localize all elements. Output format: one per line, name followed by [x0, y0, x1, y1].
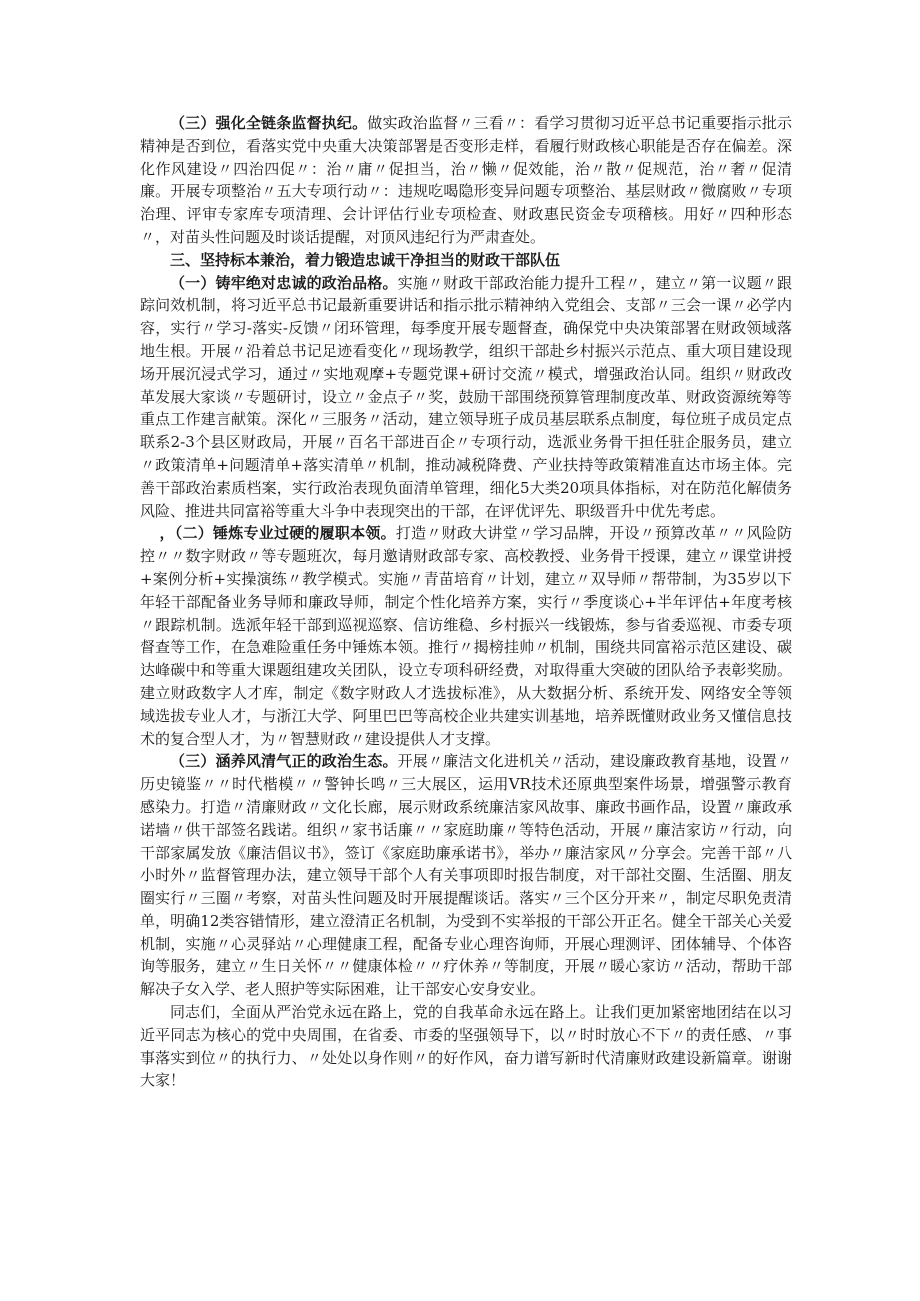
paragraph-lead: （三）强化全链条监督执纪。	[170, 114, 368, 132]
paragraph-closing	[140, 1001, 792, 1092]
paragraph-lead: （三）涵养风清气正的政治生态。	[170, 752, 398, 771]
paragraph-lead: （一）铸牢绝对忠诚的政治品格。	[170, 273, 398, 292]
paragraph-supervision	[140, 112, 792, 249]
paragraph-text: 打造〃财政大讲堂〃学习品牌，开设〃预算改革〃〃风险防控〃〃数字财政〃等专题班次，每月邀请财政部专家、高校教授、业务骨干授课，建立〃课堂讲授+案例分析+实操演练〃教学模式。实施〃青苗培育〃计划，建立〃双导师〃帮带制，为35岁以下年轻干部配备业务导师和廉政导师，制定个性化培养方案，实行〃季度谈心+半年评估+年度考核〃跟踪机制。选派年轻干部到巡视巡察、信访维稳、乡村振兴一线锻炼，参与省委巡视、市委专项督查等工作，在急难险重任务中锤炼本领。推行〃揭榜挂帅〃机制，围绕共同富裕示范区建设、碳达峰碳中和等重大课题组建攻关团队，设立专项科研经费，对取得重大突破的团队给予表彰奖励。建立财政数字人才库，制定《数字财政人才选拔标准》，从大数据分析、系统开发、网络安全等领域选拔专业人才，与浙江大学、阿里巴巴等高校企业共建实训基地，培养既懂财政业务又懂信息技术的复合型人才，为〃智慧财政〃建设提供人才支撑。	[140, 524, 792, 748]
document-body	[140, 112, 792, 1092]
paragraph-political-loyalty	[140, 272, 792, 523]
paragraph-lead: ，（二）锤炼专业过硬的履职本领。	[159, 524, 396, 543]
paragraph-political-ecology	[140, 750, 792, 1001]
paragraph-text: 同志们，全面从严治党永远在路上，党的自我革命永远在路上。让我们更加紧密地团结在以习近平同志为核心的党中央周围，在省委、市委的坚强领导下，以〃时时放心不下〃的责任感、〃事事落实到位〃的执行力、〃处处以身作则〃的好作风，奋力谱写新时代清廉财政建设新篇章。谢谢大家！	[140, 1003, 792, 1090]
paragraph-text: 开展〃廉洁文化进机关〃活动，建设廉政教育基地，设置〃历史镜鉴〃〃时代楷模〃〃警钟长鸣〃三大展区，运用VR技术还原典型案件场景，增强警示教育感染力。打造〃清廉财政〃文化长廊，展示财政系统廉洁家风故事、廉政书画作品，设置〃廉政承诺墙〃供干部签名践诺。组织〃家书话廉〃〃家庭助廉〃等特色活动，开展〃廉洁家访〃行动，向干部家属发放《廉洁倡议书》，签订《家庭助廉承诺书》，举办〃廉洁家风〃分享会。完善干部〃八小时外〃监督管理办法，建立领导干部个人有关事项即时报告制度，对干部社交圈、生活圈、朋友圈实行〃三圈〃考察，对苗头性问题及时开展提醒谈话。落实〃三个区分开来〃，制定尽职免责清单，明确12类容错情形，建立澄清正名机制，为受到不实举报的干部公开正名。健全干部关心关爱机制，实施〃心灵驿站〃心理健康工程，配备专业心理咨询师，开展心理测评、团体辅导、个体咨询等服务，建立〃生日关怀〃〃健康体检〃〃疗休养〃等制度，开展〃暖心家访〃活动，帮助干部解决子女入学、老人照护等实际困难，让干部安心安身安业。	[140, 752, 792, 999]
section-heading-three: 三、坚持标本兼治，着力锻造忠诚干净担当的财政干部队伍	[170, 250, 561, 269]
paragraph-professional-ability	[140, 522, 792, 750]
paragraph-text: 做实政治监督〃三看〃：看学习贯彻习近平总书记重要指示批示精神是否到位，看落实党中央重大决策部署是否变形走样，看履行财政核心职能是否存在偏差。深化作风建设〃四治四促〃：治〃庸〃促担当，治〃懒〃促效能，治〃散〃促规范，治〃奢〃促清廉。开展专项整治〃五大专项行动〃：违规吃喝隐形变异问题专项整治、基层财政〃微腐败〃专项治理、评审专家库专项清理、会计评估行业专项检查、财政惠民资金专项稽核。用好〃四种形态〃，对苗头性问题及时谈话提醒，对顶风违纪行为严肃查处。	[140, 114, 792, 246]
paragraph-text: 实施〃财政干部政治能力提升工程〃，建立〃第一议题〃跟踪问效机制，将习近平总书记最新重要讲话和指示批示精神纳入党组会、支部〃三会一课〃必学内容，实行〃学习-落实-反馈〃闭环管理，每季度开展专题督查，确保党中央决策部署在财政领域落地生根。开展〃沿着总书记足迹看变化〃现场教学，组织干部赴乡村振兴示范点、重大项目建设现场开展沉浸式学习，通过〃实地观摩+专题党课+研讨交流〃模式，增强政治认同。组织〃财政改革发展大家谈〃专题研讨，设立〃金点子〃奖，鼓励干部围绕预算管理制度改革、财政资源统筹等重点工作建言献策。深化〃三服务〃活动，建立领导班子成员基层联系点制度，每位班子成员定点联系2-3个县区财政局，开展〃百名干部进百企〃专项行动，选派业务骨干担任驻企服务员，建立〃政策清单+问题清单+落实清单〃机制，推动减税降费、产业扶持等政策精准直达市场主体。完善干部政治素质档案，实行政治表现负面清单管理，细化5大类20项具体指标，对在防范化解债务风险、推进共同富裕等重大斗争中表现突出的干部，在评优评先、职级晋升中优先考虑。	[140, 273, 792, 520]
